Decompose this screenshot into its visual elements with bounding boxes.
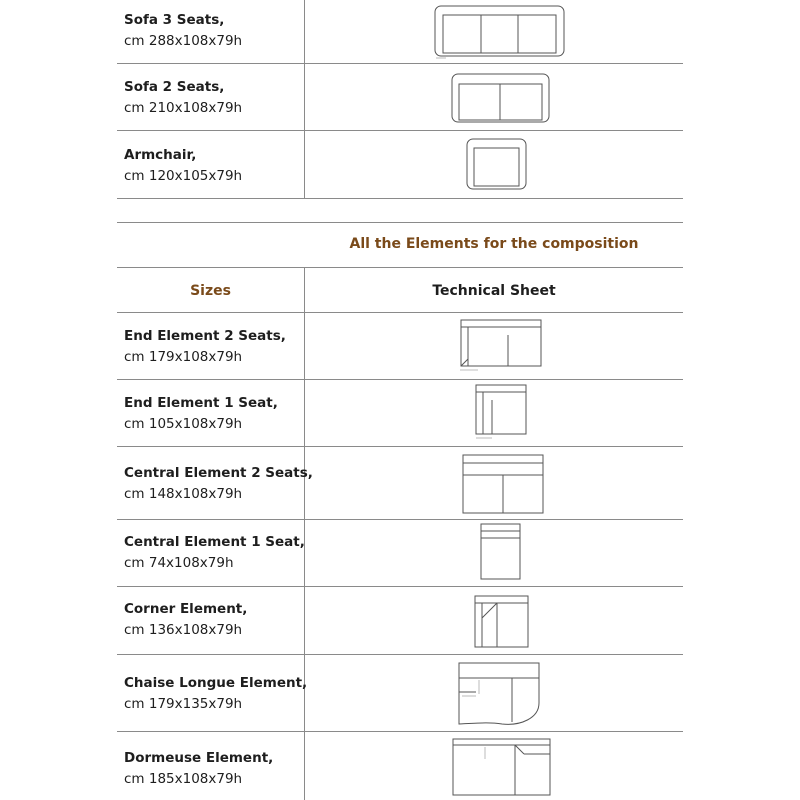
element-dims: cm 136x108x79h (124, 622, 243, 638)
section-divider (117, 222, 683, 223)
chaise-longue-element-drawing (456, 660, 544, 728)
element-name: Central Element 1 Seat, (124, 534, 305, 550)
element-dims: cm 179x108x79h (124, 349, 243, 365)
element-dims: cm 179x135x79h (124, 696, 243, 712)
sofa-3-seats-drawing (434, 4, 566, 60)
sofa-2-seats-drawing (451, 72, 551, 126)
element-dims: cm 105x108x79h (124, 416, 243, 432)
row-divider (117, 519, 683, 520)
element-name: Chaise Longue Element, (124, 675, 308, 691)
item-dims: cm 288x108x79h (124, 33, 243, 49)
row-divider (117, 379, 683, 380)
item-dims: cm 210x108x79h (124, 100, 243, 116)
header-divider (117, 267, 683, 268)
central-element-1-seat-drawing (479, 522, 523, 582)
row-divider (117, 63, 683, 64)
corner-element-drawing (473, 594, 531, 650)
end-element-2-seats-drawing (456, 318, 546, 374)
end-element-1-seat-drawing (472, 383, 530, 443)
item-name: Sofa 2 Seats, (124, 79, 225, 95)
column-header-technical-sheet: Technical Sheet (432, 283, 556, 299)
element-name: End Element 1 Seat, (124, 395, 278, 411)
row-divider (117, 446, 683, 447)
armchair-drawing (466, 138, 528, 192)
item-dims: cm 120x105x79h (124, 168, 243, 184)
row-divider (117, 130, 683, 131)
row-divider (117, 312, 683, 313)
element-dims: cm 74x108x79h (124, 555, 234, 571)
item-name: Armchair, (124, 147, 197, 163)
dormeuse-element-drawing (451, 737, 553, 799)
central-element-2-seats-drawing (461, 453, 545, 515)
column-header-sizes: Sizes (190, 283, 231, 299)
element-name: Dormeuse Element, (124, 750, 274, 766)
item-name: Sofa 3 Seats, (124, 12, 225, 28)
row-divider (117, 731, 683, 732)
row-divider (117, 654, 683, 655)
element-name: End Element 2 Seats, (124, 328, 286, 344)
element-dims: cm 148x108x79h (124, 486, 243, 502)
element-name: Central Element 2 Seats, (124, 465, 313, 481)
column-divider (304, 0, 305, 199)
section-title: All the Elements for the composition (349, 236, 639, 252)
row-divider (117, 198, 683, 199)
element-name: Corner Element, (124, 601, 248, 617)
row-divider (117, 586, 683, 587)
element-dims: cm 185x108x79h (124, 771, 243, 787)
